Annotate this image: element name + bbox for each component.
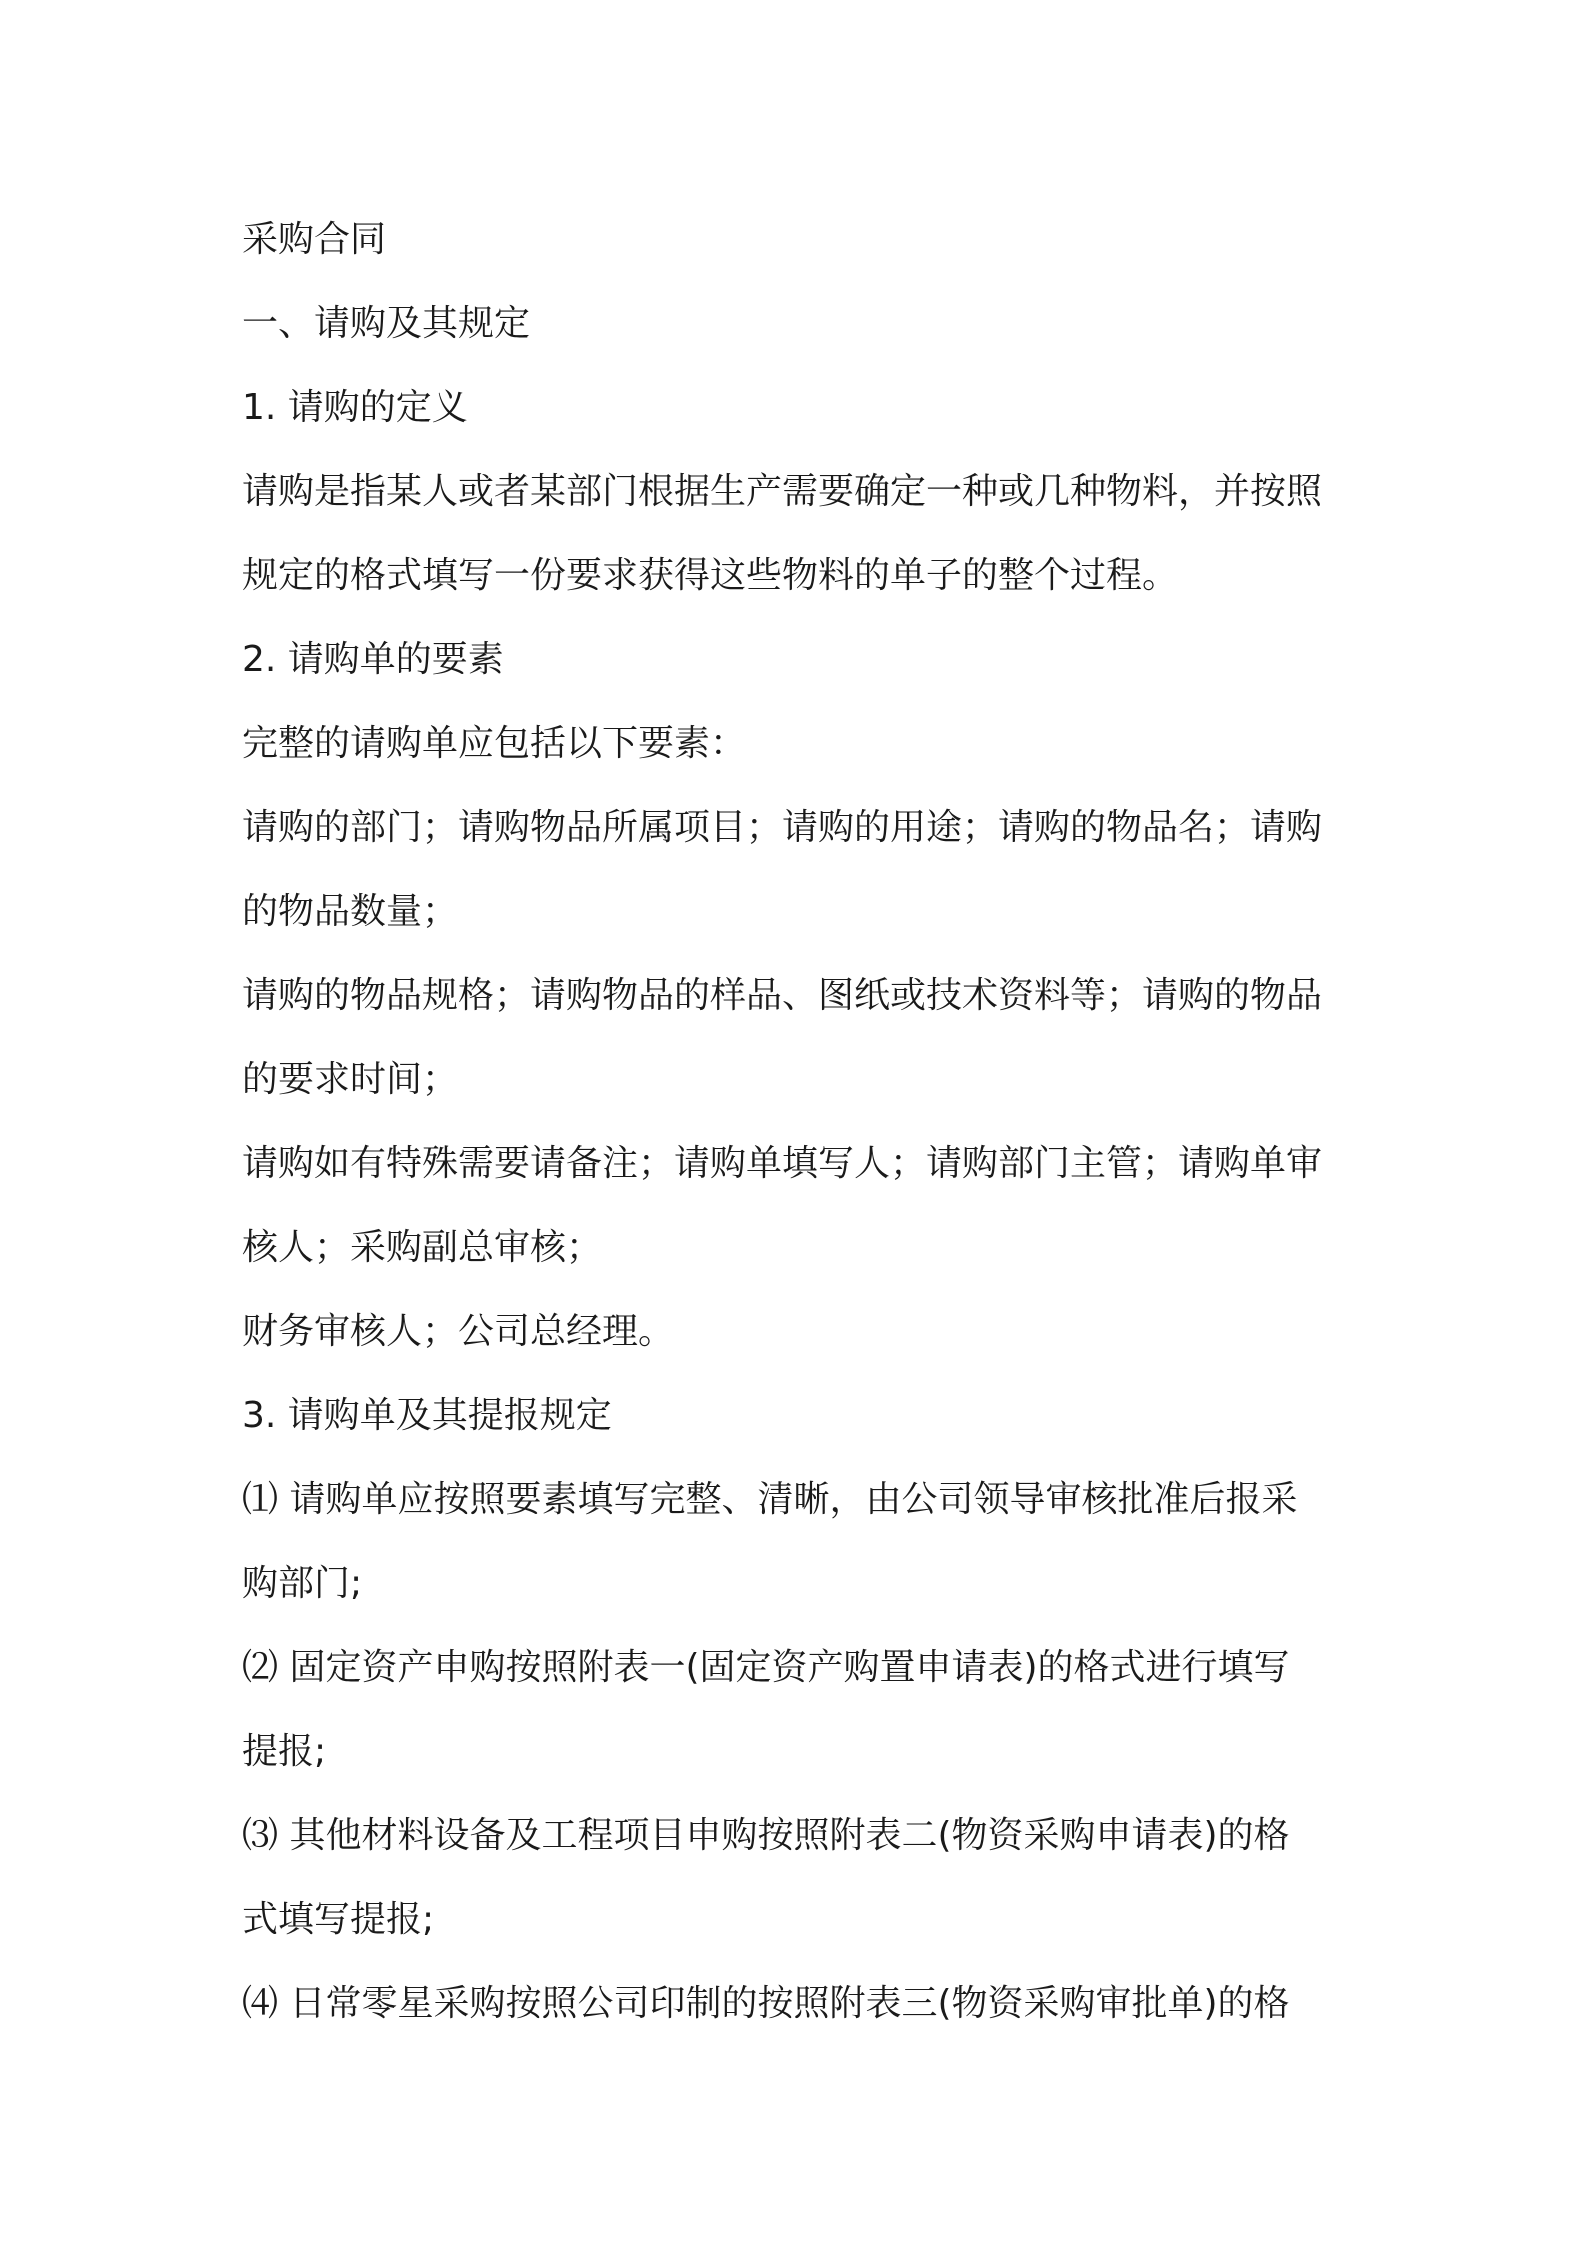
item-2-heading: 2. 请购单的要素: [242, 639, 504, 680]
item-2-line: 请购的物品规格；请购物品的样品、图纸或技术资料等；请购的物品: [242, 975, 1323, 1016]
item-3-heading: 3. 请购单及其提报规定: [242, 1395, 612, 1436]
item-2-line: 请购如有特殊需要请备注；请购单填写人；请购部门主管；请购单审: [242, 1143, 1323, 1184]
document-body: [242, 198, 1362, 2046]
item-3-paragraph-line: 购部门;: [242, 1563, 363, 1604]
document-title: 采购合同: [242, 219, 387, 260]
item-3-paragraph-line: ⑶ 其他材料设备及工程项目申购按照附表二(物资采购申请表)的格: [242, 1815, 1290, 1856]
item-1-body-line: 请购是指某人或者某部门根据生产需要确定一种或几种物料，并按照: [242, 471, 1323, 512]
item-2-line: 请购的部门；请购物品所属项目；请购的用途；请购的物品名；请购: [242, 807, 1323, 848]
item-2-line: 的要求时间；: [242, 1059, 459, 1100]
item-2-line: 财务审核人；公司总经理。: [242, 1311, 675, 1352]
item-3-paragraph-line: ⑷ 日常零星采购按照公司印制的按照附表三(物资采购审批单)的格: [242, 1983, 1290, 2024]
item-1-body-line: 规定的格式填写一份要求获得这些物料的单子的整个过程。: [242, 555, 1179, 596]
item-3-paragraph-line: ⑴ 请购单应按照要素填写完整、清晰，由公司领导审核批准后报采: [242, 1479, 1298, 1520]
section-heading: 一、请购及其规定: [242, 303, 531, 344]
item-1-heading: 1. 请购的定义: [242, 387, 468, 428]
item-2-intro: 完整的请购单应包括以下要素：: [242, 723, 747, 764]
item-3-paragraph-line: ⑵ 固定资产申购按照附表一(固定资产购置申请表)的格式进行填写: [242, 1647, 1290, 1688]
item-3-paragraph-line: 式填写提报;: [242, 1899, 435, 1940]
item-2-line: 核人；采购副总审核；: [242, 1227, 603, 1268]
item-3-paragraph-line: 提报;: [242, 1731, 327, 1772]
item-2-line: 的物品数量；: [242, 891, 459, 932]
